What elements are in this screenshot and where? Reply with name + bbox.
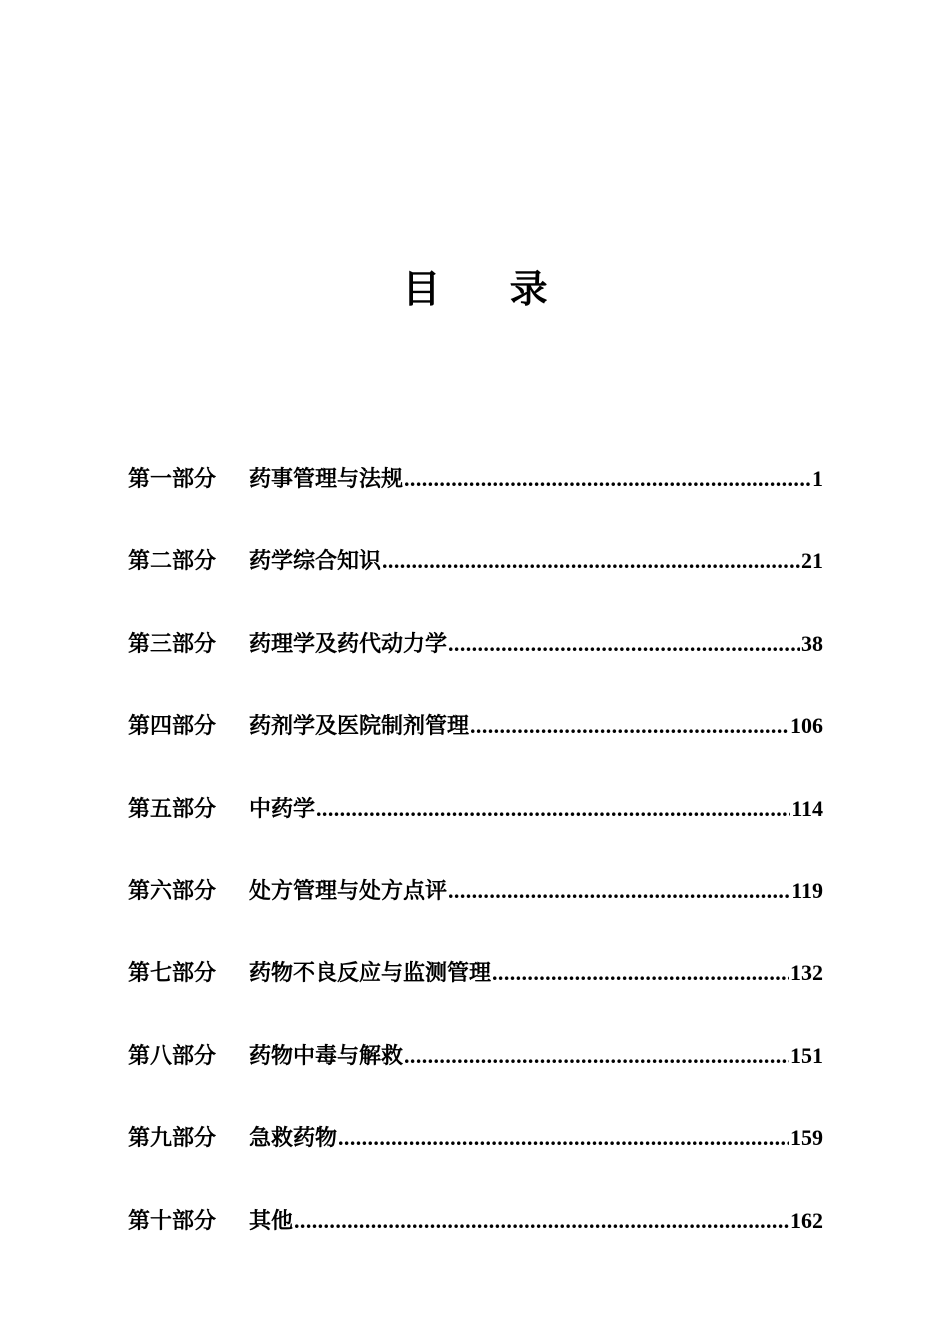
toc-entry[interactable] xyxy=(128,462,823,544)
toc-entry[interactable] xyxy=(128,1121,823,1203)
toc-entry[interactable] xyxy=(128,1039,823,1121)
toc-section-title: 药学综合知识 xyxy=(249,548,382,575)
table-of-contents xyxy=(128,462,823,1286)
toc-part-label: 第十部分 xyxy=(128,1207,217,1234)
toc-section-title: 处方管理与处方点评 xyxy=(249,877,448,904)
toc-entry[interactable] xyxy=(128,874,823,956)
toc-page-number: 119 xyxy=(791,877,823,903)
toc-section-title: 急救药物 xyxy=(249,1125,338,1152)
toc-dot-leader xyxy=(492,960,789,986)
toc-part-label: 第七部分 xyxy=(128,960,217,987)
toc-part-label: 第八部分 xyxy=(128,1042,217,1069)
toc-part-label: 第六部分 xyxy=(128,877,217,904)
toc-entry[interactable] xyxy=(128,544,823,626)
toc-dot-leader xyxy=(470,713,789,739)
toc-dot-leader xyxy=(448,878,790,904)
toc-page-number: 159 xyxy=(790,1125,823,1151)
toc-part-label: 第九部分 xyxy=(128,1125,217,1152)
toc-entry[interactable] xyxy=(128,627,823,709)
toc-section-title: 药物不良反应与监测管理 xyxy=(249,960,492,987)
toc-section-title: 药事管理与法规 xyxy=(249,466,404,492)
toc-entry[interactable] xyxy=(128,1204,823,1286)
toc-dot-leader xyxy=(404,1043,789,1069)
toc-page-number: 21 xyxy=(801,548,823,574)
toc-part-label: 第三部分 xyxy=(128,630,217,657)
page-title: 目 录 xyxy=(402,266,576,311)
toc-section-title: 药物中毒与解救 xyxy=(249,1042,404,1069)
toc-dot-leader xyxy=(448,631,800,657)
toc-page-number: 38 xyxy=(801,630,823,656)
toc-part-label: 第五部分 xyxy=(128,795,217,822)
toc-entry[interactable] xyxy=(128,792,823,874)
toc-dot-leader xyxy=(338,1125,789,1151)
toc-dot-leader xyxy=(294,1208,789,1234)
toc-section-title: 中药学 xyxy=(249,795,316,822)
toc-section-title: 其他 xyxy=(249,1207,294,1234)
toc-dot-leader xyxy=(404,466,811,492)
toc-page-number: 106 xyxy=(790,713,823,739)
toc-section-title: 药理学及药代动力学 xyxy=(249,630,448,657)
toc-entry[interactable] xyxy=(128,709,823,791)
toc-section-title: 药剂学及医院制剂管理 xyxy=(249,713,470,740)
toc-page-number: 1 xyxy=(812,466,823,491)
toc-page-number: 162 xyxy=(790,1207,823,1233)
toc-part-label: 第四部分 xyxy=(128,713,217,740)
toc-page-number: 132 xyxy=(790,960,823,986)
toc-page-number: 151 xyxy=(790,1042,823,1068)
toc-part-label: 第一部分 xyxy=(128,466,217,492)
toc-entry[interactable] xyxy=(128,956,823,1038)
toc-page-number: 114 xyxy=(791,795,823,821)
toc-dot-leader xyxy=(382,548,800,574)
toc-part-label: 第二部分 xyxy=(128,548,217,575)
toc-dot-leader xyxy=(316,796,790,822)
